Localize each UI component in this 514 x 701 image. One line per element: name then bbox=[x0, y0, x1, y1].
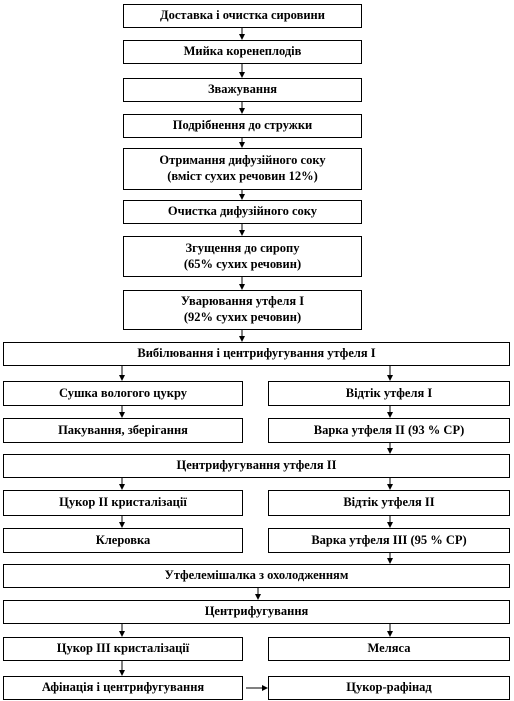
step-centrifuge-2: Центрифугування утфеля ІІ bbox=[3, 454, 510, 478]
step-crystallizer: Утфелемішалка з охолодженням bbox=[3, 564, 510, 588]
step-boil-2: Варка утфеля ІІ (93 % СР) bbox=[268, 418, 510, 443]
step-sugar-3: Цукор ІІІ кристалізації bbox=[3, 637, 243, 661]
step-thickening: Згущення до сиропу (65% сухих речовин) bbox=[123, 236, 362, 277]
step-packing: Пакування, зберігання bbox=[3, 418, 243, 443]
step-syrup-2: Відтік утфеля ІІ bbox=[268, 490, 510, 516]
step-molasses: Меляса bbox=[268, 637, 510, 661]
step-juice-cleaning: Очистка дифузійного соку bbox=[123, 200, 362, 224]
step-chopping: Подрібнення до стружки bbox=[123, 114, 362, 138]
step-boil-3: Варка утфеля ІІІ (95 % СР) bbox=[268, 528, 510, 553]
step-washing: Мийка коренеплодів bbox=[123, 40, 362, 64]
step-diffusion: Отримання дифузійного соку (вміст сухих речовин 12%) bbox=[123, 148, 362, 190]
step-refined: Цукор-рафінад bbox=[268, 676, 510, 700]
step-affination: Афінація і центрифугування bbox=[3, 676, 243, 700]
step-delivery: Доставка і очистка сировини bbox=[123, 4, 362, 28]
step-weighing: Зважування bbox=[123, 78, 362, 102]
step-drying: Сушка вологого цукру bbox=[3, 381, 243, 406]
step-massecuite-1: Уварювання утфеля І (92% сухих речовин) bbox=[123, 290, 362, 330]
step-centrifuge-1: Вибілювання і центрифугування утфеля І bbox=[3, 342, 510, 366]
step-sugar-2: Цукор ІІ кристалізації bbox=[3, 490, 243, 516]
step-syrup-1: Відтік утфеля І bbox=[268, 381, 510, 406]
step-klerovka: Клеровка bbox=[3, 528, 243, 553]
step-centrifuge-3: Центрифугування bbox=[3, 600, 510, 624]
